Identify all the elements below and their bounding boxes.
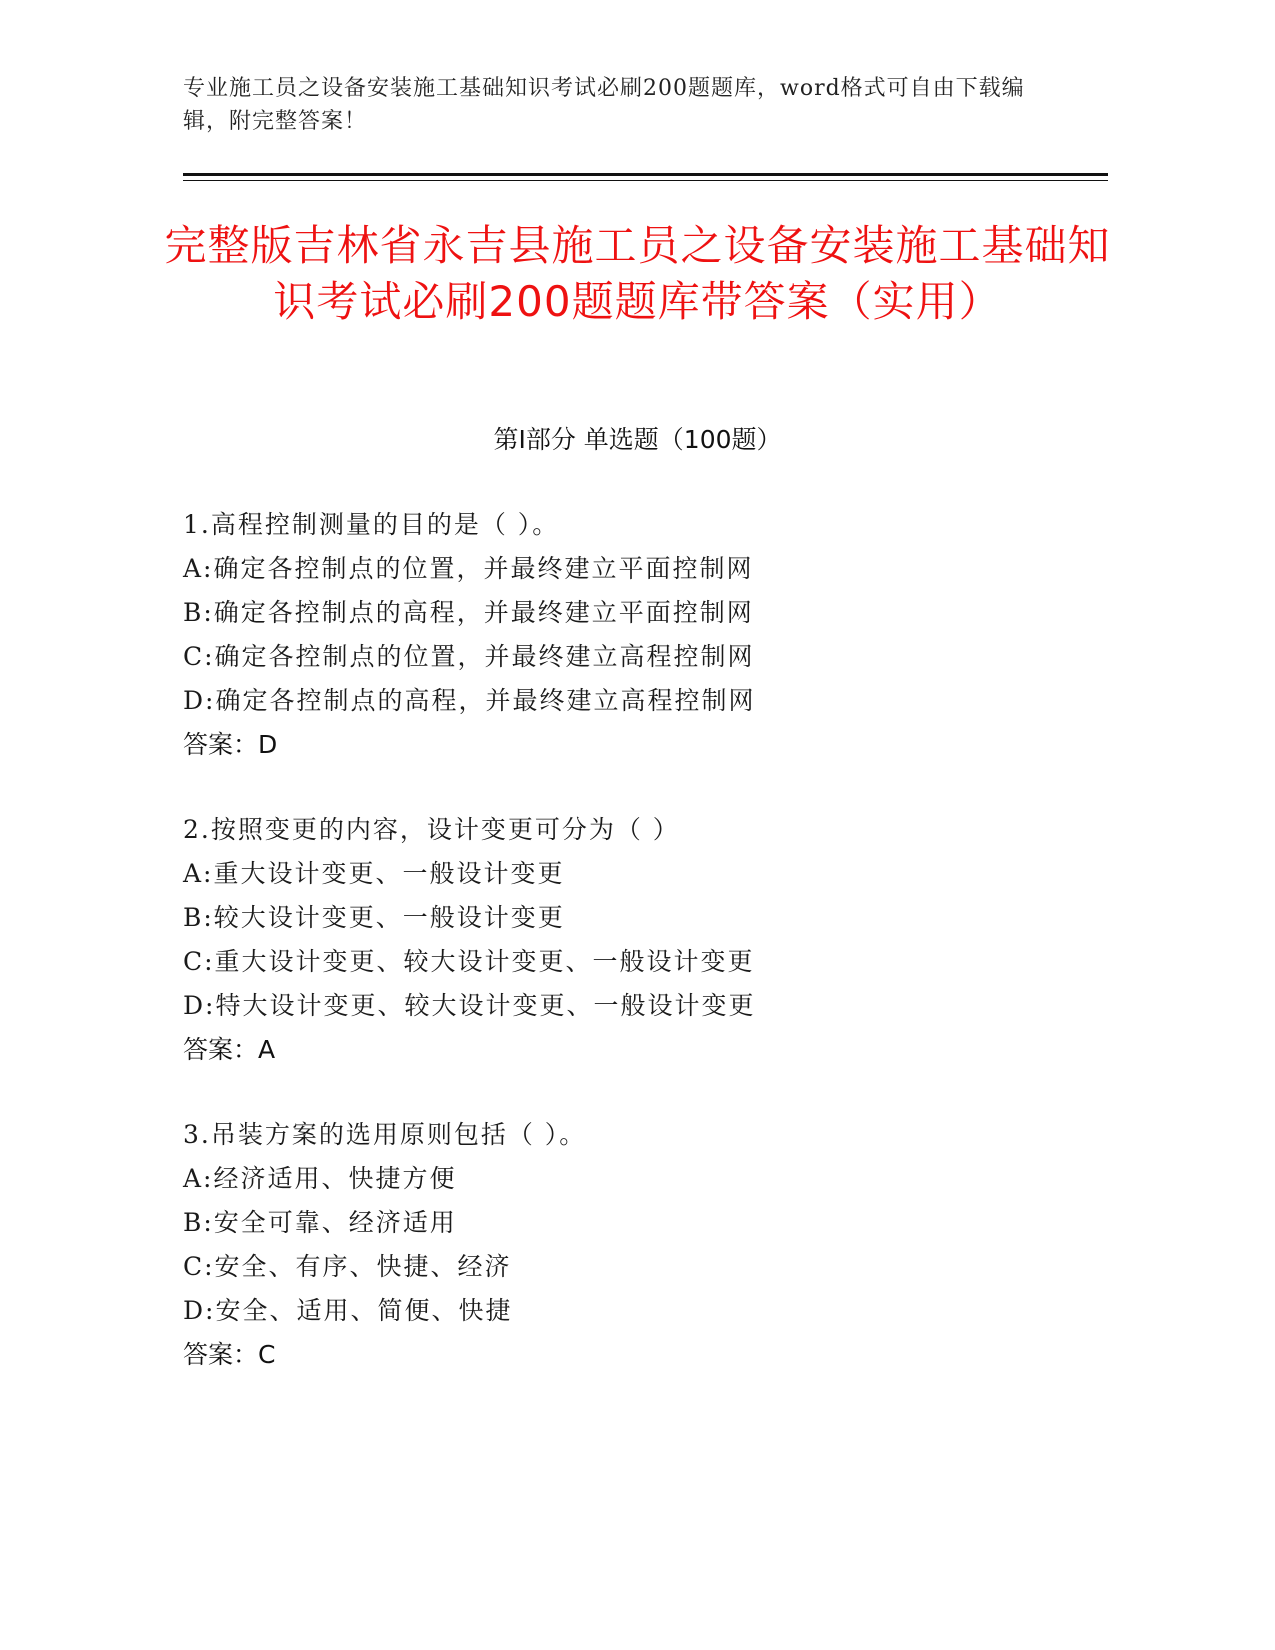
option-a: A:重大设计变更、一般设计变更 [183, 859, 565, 888]
header-note: 专业施工员之设备安装施工基础知识考试必刷200题题库，word格式可自由下载编辑，附完整答案！ [183, 76, 1025, 134]
question-stem: 1.高程控制测量的目的是（ ）。 [183, 510, 560, 539]
question-2 [183, 808, 1083, 1072]
answer: 答案：A [183, 1035, 276, 1064]
option-b: B:较大设计变更、一般设计变更 [183, 903, 565, 932]
option-b: B:安全可靠、经济适用 [183, 1208, 457, 1237]
option-a: A:确定各控制点的位置，并最终建立平面控制网 [183, 554, 754, 583]
answer: 答案：D [183, 730, 278, 759]
option-d: D:特大设计变更、较大设计变更、一般设计变更 [183, 991, 756, 1020]
header-divider-thin [183, 180, 1108, 181]
question-stem: 3.吊装方案的选用原则包括（ ）。 [183, 1120, 587, 1149]
question-1 [183, 503, 1083, 767]
option-a: A:经济适用、快捷方便 [183, 1164, 457, 1193]
option-b: B:确定各控制点的高程，并最终建立平面控制网 [183, 598, 754, 627]
option-c: C:安全、有序、快捷、经济 [183, 1252, 512, 1281]
option-d: D:安全、适用、简便、快捷 [183, 1296, 513, 1325]
section-title: 第Ⅰ部分 单选题（100题） [493, 425, 782, 454]
document-title: 完整版吉林省永吉县施工员之设备安装施工基础知识考试必刷200题题库带答案（实用） [164, 221, 1111, 326]
option-c: C:确定各控制点的位置，并最终建立高程控制网 [183, 642, 755, 671]
option-c: C:重大设计变更、较大设计变更、一般设计变更 [183, 947, 755, 976]
answer: 答案：C [183, 1340, 276, 1369]
header-divider-thick [183, 173, 1108, 176]
question-stem: 2.按照变更的内容，设计变更可分为（ ） [183, 815, 680, 844]
option-d: D:确定各控制点的高程，并最终建立高程控制网 [183, 686, 756, 715]
question-3 [183, 1113, 1083, 1377]
